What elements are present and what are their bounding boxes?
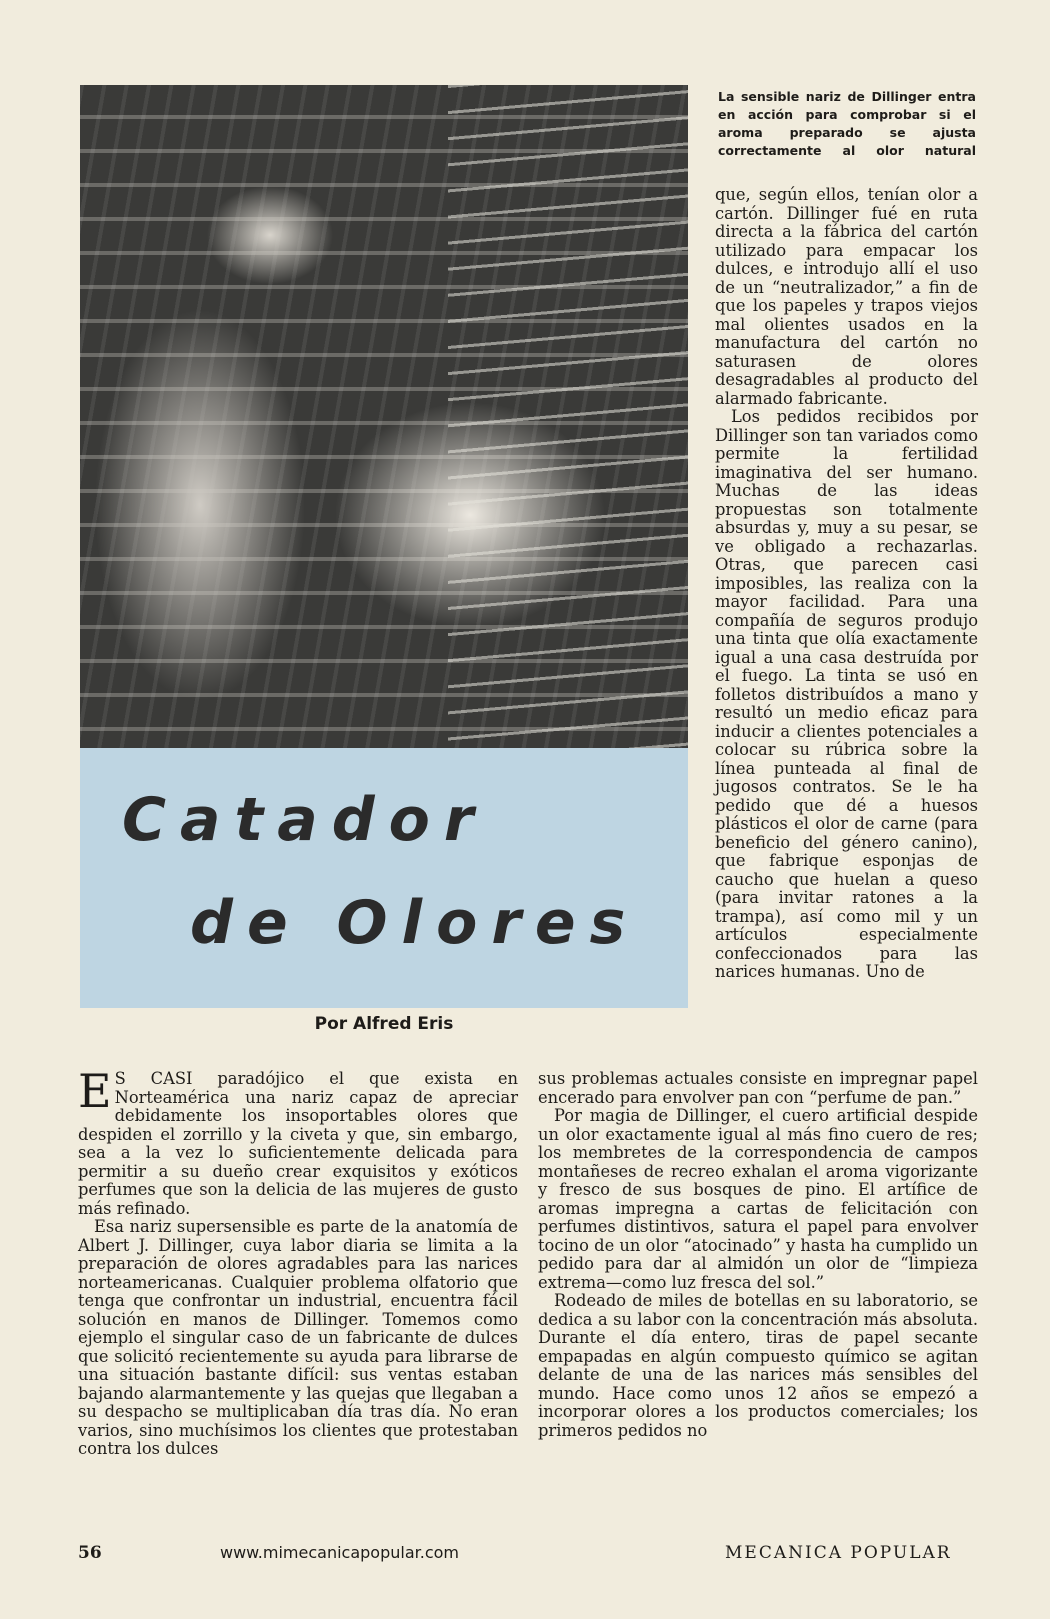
paragraph: Por magia de Dillinger, el cuero artificial despide un olor exactamente igual al más fino cuero de res; los membretes de la correspondencia de campos montañeses de recreo exhalan el aroma vigorizante y fresco de sus bosques de pino. El artífice de aromas impregna a cartas de felicitación con perfumes distintivos, satura el papel para envolver tocino de un olor “atocinado” y hasta ha cumplido un pedido para dar al almidón un olor de “limpieza extrema—como luz fresca del sol.” [538,1106,978,1292]
paragraph: sus problemas actuales consiste en impregnar papel encerado para envolver pan con “perfume de pan.” [538,1069,978,1107]
photo-caption: La sensible nariz de Dillinger entra en acción para comprobar si el aroma preparado se ajusta correctamente al olor natural [718,89,976,158]
paragraph: Rodeado de miles de botellas en su laboratorio, se dedica a su labor con la concentración más absoluta. Durante el día entero, tiras de papel secante empapadas en algún compuesto químico se agitan delante de una de las narices más sensibles del mundo. Hace como unos 12 años se empezó a incorporar olores a los productos comerciales; los primeros pedidos no [538,1291,978,1440]
paragraph: Los pedidos recibidos por Dillinger son tan variados como permite la fertilidad imaginativa del ser humano. Muchas de las ideas propuestas son totalmente absurdas y, muy a su pesar, se ve obligado a rechazarlas. Otras, que parecen casi imposibles, las realiza con la mayor facilidad. Para una compañía de seguros produjo una tinta que olía exactamente igual a una casa destruída por el fuego. La tinta se usó en folletos distribuídos a mano y resultó un medio eficaz para inducir a clientes potenciales a colocar su rúbrica sobre la línea punteada al final de jugosos contratos. Se le ha pedido que dé a huesos plásticos el olor de carne (para beneficio del género canino), que fabrique esponjas de caucho que huelan a queso (para invitar ratones a la trampa), así como mil y un artículos especialmente confeccionados para las narices humanas. Uno de [715,407,978,981]
drop-cap: E [78,1064,112,1118]
site-url: www.mimecanicapopular.com [220,1543,459,1562]
middle-column [538,1070,978,1440]
article-title-line1: Catador [122,785,488,855]
article-title-line2: de Olores [190,888,640,958]
paragraph-intro [78,1064,518,1218]
byline: Por Alfred Eris [314,1014,454,1034]
lead-text: paradójico el que exista en Norteamérica una nariz capaz de apreciar debidamente los insoportables olores que despiden el zorrillo y la civeta y que, sin embargo, sea a la vez lo suficientemente delicada para permitir a su dueño crear exquisitos y exóticos perfumes que son la delicia de las mujeres de gusto más refinado. [78,1069,518,1218]
left-column [78,1064,518,1459]
bottle-shelves [448,85,688,748]
lead-words: S CASI [114,1069,193,1088]
page-number: 56 [78,1543,102,1563]
paragraph: que, según ellos, tenían olor a cartón. Dillinger fué en ruta directa a la fábrica del cartón utilizado para empacar los dulces, e introdujo allí el uso de un “neutralizador,” a fin de que los papeles y trapos viejos mal olientes usados en la manufactura del cartón no saturasen de olores desagradables al producto del alarmado fabricante. [715,185,978,408]
right-column [715,186,978,982]
lab-photo [80,85,688,748]
paragraph: Esa nariz supersensible es parte de la anatomía de Albert J. Dillinger, cuya labor diaria se limita a la preparación de olores agradables para las narices norteamericanas. Cualquier problema olfatorio que tenga que confrontar un industrial, encuentra fácil solución en manos de Dillinger. Tomemos como ejemplo el singular caso de un fabricante de dulces que solicitó recientemente su ayuda para librarse de una situación bastante difícil: sus ventas estaban bajando alarmantemente y las quejas que llegaban a su despacho se multiplicaban día tras día. No eran varios, sino muchísimos los clientes que protestaban contra los dulces [78,1217,518,1458]
magazine-name: MECANICA POPULAR [725,1543,952,1563]
